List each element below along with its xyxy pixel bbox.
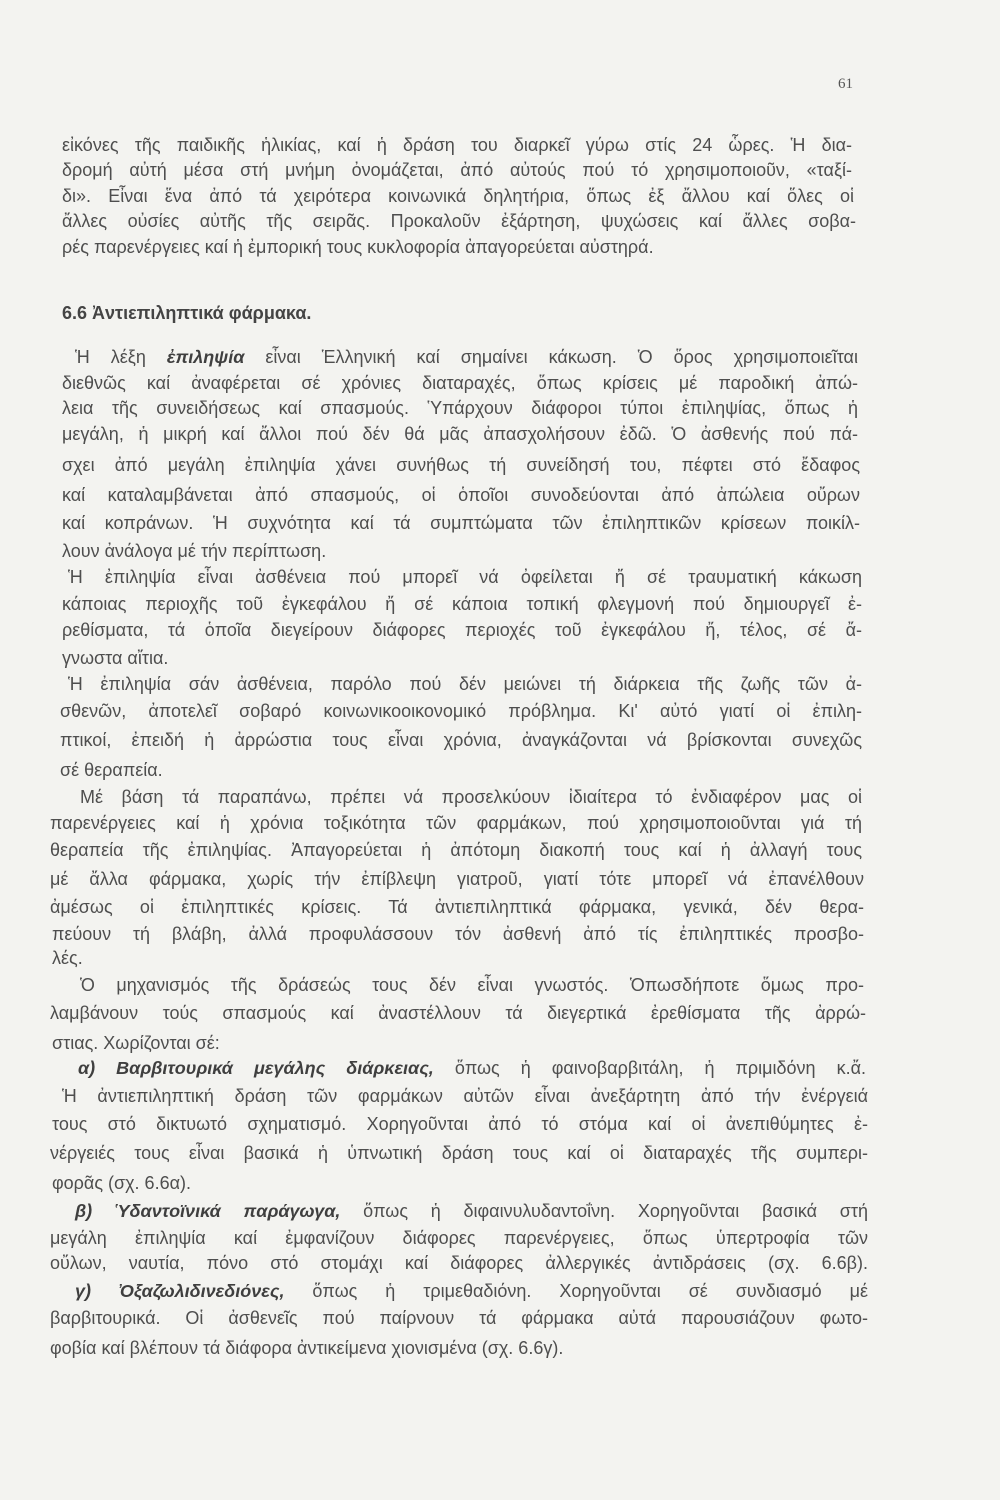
paragraph-line: πεύουν τή βλάβη, ἀλλά προφυλάσσουν τόν ἀσθενή ἀπό τίς ἐπιληπτικές προσβο-	[52, 924, 864, 944]
paragraph-line: λές.	[52, 948, 83, 968]
paragraph-line	[75, 346, 858, 368]
paragraph-line: καί κοπράνων. Ἡ συχνότητα καί τά συμπτώματα τῶν ἐπιληπτικῶν κρίσεων ποικίλ-	[62, 513, 860, 533]
list-item-label: α)	[78, 1058, 96, 1078]
list-item-first-line	[78, 1057, 866, 1079]
list-item-text: ὅπως ἡ τριμεθαδιόνη. Χορηγοῦνται σέ συνδιασμό μέ	[312, 1281, 868, 1301]
page-number: 61	[838, 76, 853, 92]
paragraph-line: στιας. Χωρίζονται σέ:	[52, 1033, 220, 1053]
paragraph-line: δρομή αὐτή μέσα στή μνήμη ὀνομάζεται, ἀπό αὐτούς πού τό χρησιμοποιοῦν, «ταξί-	[62, 160, 852, 180]
paragraph-line: Ὁ μηχανισμός τῆς δράσεώς τους δέν εἶναι γνωστός. Ὁπωσδήποτε ὅμως προ-	[80, 975, 864, 995]
paragraph-line: φορᾶς (σχ. 6.6α).	[52, 1173, 191, 1193]
paragraph-line: μεγάλη ἐπιληψία καί ἐμφανίζουν διάφορες παρενέργειες, ὅπως ὑπερτροφία τῶν	[50, 1228, 868, 1248]
paragraph-line: μέ ἄλλα φάρμακα, χωρίς τήν ἐπίβλεψη γιατροῦ, γιατί τότε μπορεῖ νά ἐπανέλθουν	[50, 869, 864, 889]
paragraph-line: σέ θεραπεία.	[60, 760, 163, 780]
paragraph-line: μεγάλη, ἡ μικρή καί ἄλλοι πού δέν θά μᾶς ἀπασχολήσουν ἐδῶ. Ὁ ἀσθενής πού πά-	[62, 424, 858, 444]
list-item-term: Βαρβιτουρικά μεγάλης διάρκειας,	[116, 1058, 434, 1078]
paragraph-line: οὔλων, ναυτία, πόνο στό στομάχι καί διάφορες ἀλλεργικές ἀντιδράσεις (σχ. 6.6β).	[50, 1253, 868, 1273]
paragraph-line: φοβία καί βλέπουν τά διάφορα ἀντικείμενα χιονισμένα (σχ. 6.6γ).	[50, 1338, 564, 1358]
list-item-first-line	[75, 1200, 868, 1222]
paragraph-line: δι». Εἶναι ἕνα ἀπό τά χειρότερα κοινωνικά δηλητήρια, ὅπως ἐξ ἄλλου καί ὅλες οἱ	[62, 186, 854, 206]
paragraph-line: κάποιας περιοχῆς τοῦ ἐγκεφάλου ἤ σέ κάποια τοπική φλεγμονή πού δημιουργεῖ ἐ-	[62, 594, 862, 614]
paragraph-line: σχει ἀπό μεγάλη ἐπιληψία χάνει συνήθως τή συνείδησή του, πέφτει στό ἔδαφος	[62, 455, 860, 475]
paragraph-line: τους στό δικτυωτό σχηματισμό. Χορηγοῦνται ἀπό τό στόμα καί οἱ ἀνεπιθύμητες ἐ-	[52, 1114, 868, 1134]
paragraph-line: εἰκόνες τῆς παιδικῆς ἡλικίας, καί ἡ δράση του διαρκεῖ γύρω στίς 24 ὧρες. Ἡ δια-	[62, 135, 852, 155]
list-item-label: γ)	[75, 1281, 92, 1301]
section-title: Ἀντιεπιληπτικά φάρμακα.	[92, 303, 312, 323]
paragraph-line: ἀμέσως οἱ ἐπιληπτικές κρίσεις. Τά ἀντιεπιληπτικά φάρμακα, γενικά, δέν θερα-	[50, 897, 864, 917]
list-item-text: ὅπως ἡ φαινοβαρβιτάλη, ἡ πριμιδόνη κ.ἄ.	[454, 1058, 866, 1078]
list-item-term: Ὀξαζωλιδινεδιόνες,	[118, 1281, 285, 1301]
paragraph-line: λουν ἀνάλογα μέ τήν περίπτωση.	[62, 541, 327, 561]
paragraph-line: διεθνῶς καί ἀναφέρεται σέ χρόνιες διαταραχές, ὅπως κρίσεις μέ παροδική ἀπώ-	[62, 373, 858, 393]
paragraph-text: Ἡ λέξη	[75, 347, 146, 367]
list-item-first-line	[75, 1280, 868, 1302]
defined-term: ἐπιληψία	[166, 347, 245, 367]
section-heading	[62, 302, 562, 324]
list-item-term: Ὑδαντοϊνικά παράγωγα,	[114, 1201, 341, 1221]
paragraph-line: Ἡ ἐπιληψία εἶναι ἀσθένεια πού μπορεῖ νά ὀφείλεται ἤ σέ τραυματική κάκωση	[68, 567, 862, 587]
paragraph-line: νέργειές τους εἶναι βασικά ἡ ὑπνωτική δράση τους καί οἱ διαταραχές τῆς συμπερι-	[50, 1143, 868, 1163]
paragraph-line: λεια τῆς συνειδήσεως καί σπασμούς. Ὑπάρχουν διάφοροι τύποι ἐπιληψίας, ὅπως ἡ	[62, 398, 858, 418]
paragraph-line: ρές παρενέργειες καί ἡ ἐμπορική τους κυκλοφορία ἀπαγορεύεται αὐστηρά.	[62, 237, 654, 257]
paragraph-line: παρενέργειες καί ἡ χρόνια τοξικότητα τῶν φαρμάκων, πού χρησιμοποιοῦνται γιά τή	[50, 813, 862, 833]
section-number: 6.6	[62, 303, 88, 323]
paragraph-line: ἄλλες οὐσίες αὐτῆς τῆς σειρᾶς. Προκαλοῦν ἐξάρτηση, ψυχώσεις καί ἄλλες σοβα-	[62, 211, 856, 231]
paragraph-line: λαμβάνουν τούς σπασμούς καί ἀναστέλλουν τά διεγερτικά ἐρεθίσματα τῆς ἀρρώ-	[50, 1003, 866, 1023]
paragraph-line: πτικοί, ἐπειδή ἡ ἀρρώστια τους εἶναι χρόνια, ἀναγκάζονται νά βρίσκονται συνεχῶς	[60, 730, 862, 750]
paragraph-line: θεραπεία τῆς ἐπιληψίας. Ἀπαγορεύεται ἡ ἀπότομη διακοπή τους καί ἡ ἀλλαγή τους	[50, 840, 862, 860]
paragraph-text: εἶναι Ἑλληνική καί σημαίνει κάκωση. Ὁ ὅρος χρησιμοποιεῖται	[265, 347, 858, 367]
paragraph-line: ρεθίσματα, τά ὁποῖα διεγείρουν διάφορες περιοχές τοῦ ἐγκεφάλου ἤ, τέλος, σέ ἄ-	[62, 620, 862, 640]
paragraph-line: βαρβιτουρικά. Οἱ ἀσθενεῖς πού παίρνουν τά φάρμακα αὐτά παρουσιάζουν φωτο-	[50, 1308, 868, 1328]
paragraph-line: καί καταλαμβάνεται ἀπό σπασμούς, οἱ ὁποῖοι συνοδεύονται ἀπό ἀπώλεια οὔρων	[62, 485, 860, 505]
paragraph-line: Ἡ ἐπιληψία σάν ἀσθένεια, παρόλο πού δέν μειώνει τή διάρκεια τῆς ζωῆς τῶν ἀ-	[68, 674, 862, 694]
paragraph-line: σθενῶν, ἀποτελεῖ σοβαρό κοινωνικοοικονομικό πρόβλημα. Κι' αὐτό γιατί οἱ ἐπιλη-	[60, 701, 862, 721]
list-item-text: ὅπως ἡ διφαινυλυδαντοΐνη. Χορηγοῦνται βασικά στή	[363, 1201, 868, 1221]
paragraph-line: Μέ βάση τά παραπάνω, πρέπει νά προσελκύουν ἰδιαίτερα τό ἐνδιαφέρον μας οἱ	[80, 787, 862, 807]
list-item-label: β)	[75, 1201, 93, 1221]
paragraph-line: γνωστα αἴτια.	[62, 648, 169, 668]
paragraph-line: Ἡ ἀντιεπιληπτική δράση τῶν φαρμάκων αὐτῶν εἶναι ἀνεξάρτητη ἀπό τήν ἐνέργειά	[62, 1086, 868, 1106]
